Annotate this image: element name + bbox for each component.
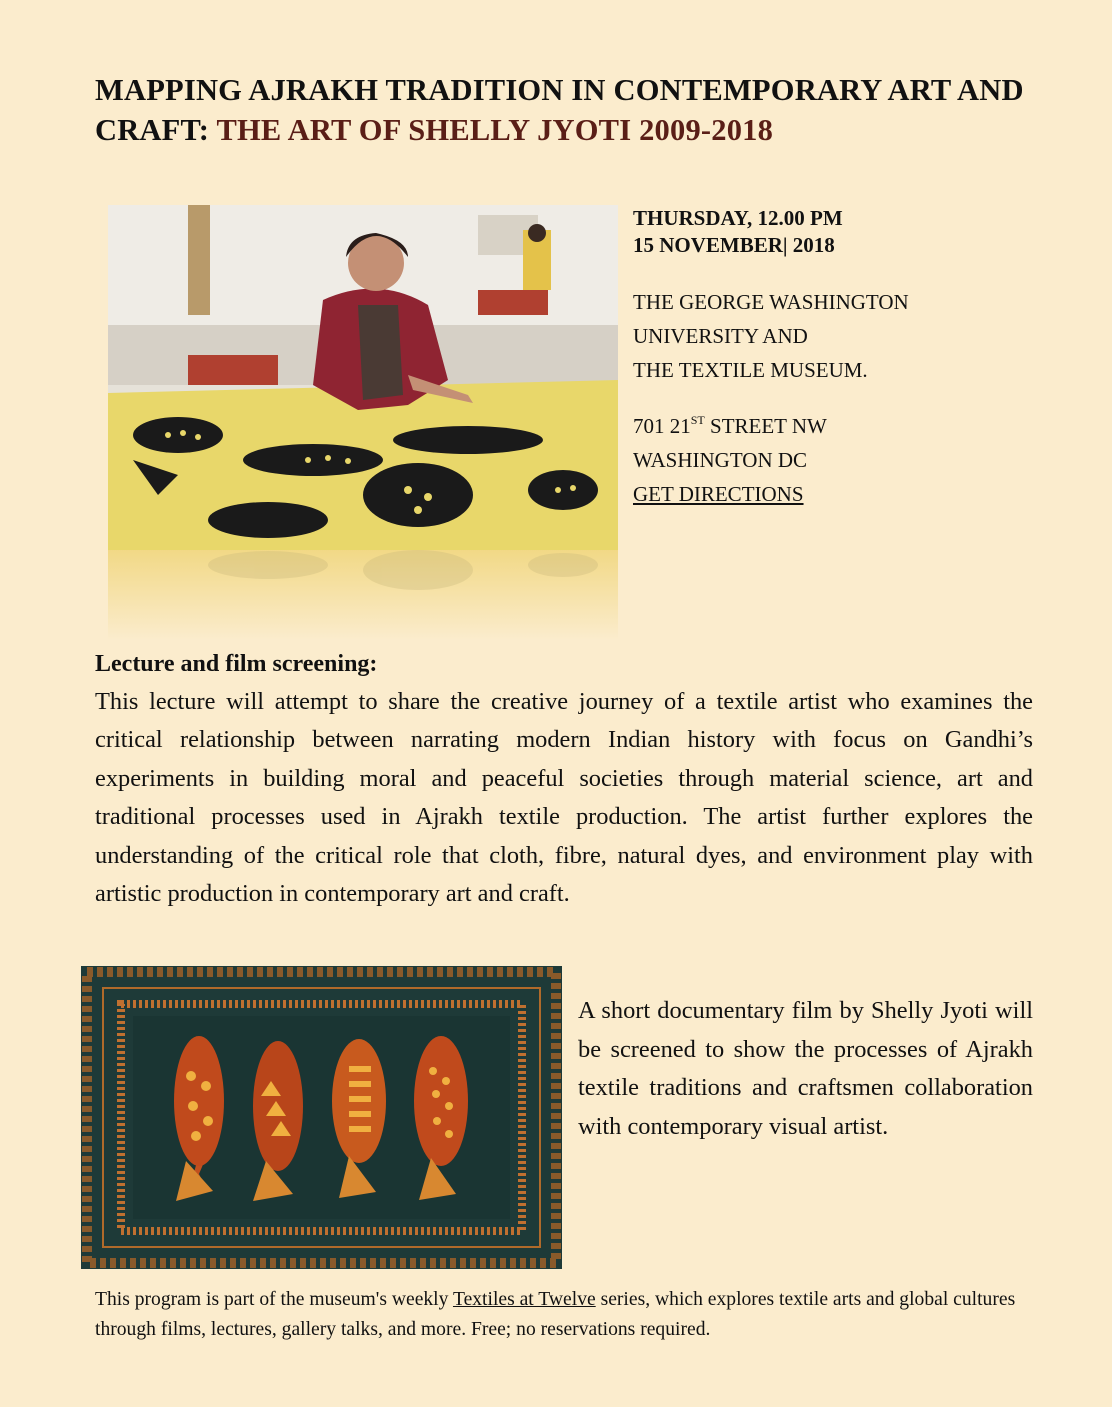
event-venue	[633, 285, 1033, 387]
title-main: MAPPING AJRAKH TRADITION IN CONTEMPORARY ART AND CRAFT:	[95, 73, 1024, 147]
venue-line-3: THE TEXTILE MUSEUM.	[633, 358, 868, 382]
venue-line-2: UNIVERSITY AND	[633, 324, 808, 348]
event-info	[633, 205, 1033, 511]
page-title	[95, 70, 1055, 150]
footer-text-before: This program is part of the museum's weekly	[95, 1289, 453, 1310]
photo-reflection	[108, 550, 618, 640]
film-description: A short documentary film by Shelly Jyoti will be screened to show the processes of Ajrakh textile traditions and craftsmen collaboration with contemporary visual artist.	[578, 997, 1033, 1140]
artist-photo	[108, 205, 618, 550]
city: WASHINGTON DC	[633, 448, 808, 472]
get-directions-link[interactable]: GET DIRECTIONS	[633, 482, 804, 506]
address-ordinal: ST	[690, 413, 705, 427]
footer-note	[95, 1285, 1040, 1345]
street-address	[633, 409, 1033, 443]
address-number: 701 21	[633, 414, 691, 438]
lecture-description: This lecture will attempt to share the creative journey of a textile artist who examines the critical relationship between narrating modern Indian history with focus on Gandhi’s experiments in building moral and peaceful societies through material science, art and traditional processes used in Ajrakh textile production. The artist further explores the understanding of the critical role that cloth, fibre, natural dyes, and environment play with artistic production in contemporary art and craft.	[95, 688, 1033, 908]
title-accent: THE ART OF SHELLY JYOTI 2009-2018	[216, 113, 774, 147]
event-address	[633, 409, 1033, 511]
venue-line-1: THE GEORGE WASHINGTON	[633, 290, 909, 314]
event-day-time: THURSDAY, 12.00 PM	[633, 206, 843, 230]
ajrakh-textile-image	[81, 966, 562, 1269]
event-date-line: 15 NOVEMBER| 2018	[633, 233, 835, 257]
event-date	[633, 205, 1033, 259]
textiles-at-twelve-link[interactable]: Textiles at Twelve	[452, 1289, 596, 1310]
address-street: STREET NW	[704, 414, 827, 438]
lecture-heading: Lecture and film screening:	[95, 651, 378, 677]
footer-text-after: series, which explores textile arts and global cultures through films, lectures, gallery talks, and more. Free; no reservations required.	[95, 1289, 1016, 1340]
